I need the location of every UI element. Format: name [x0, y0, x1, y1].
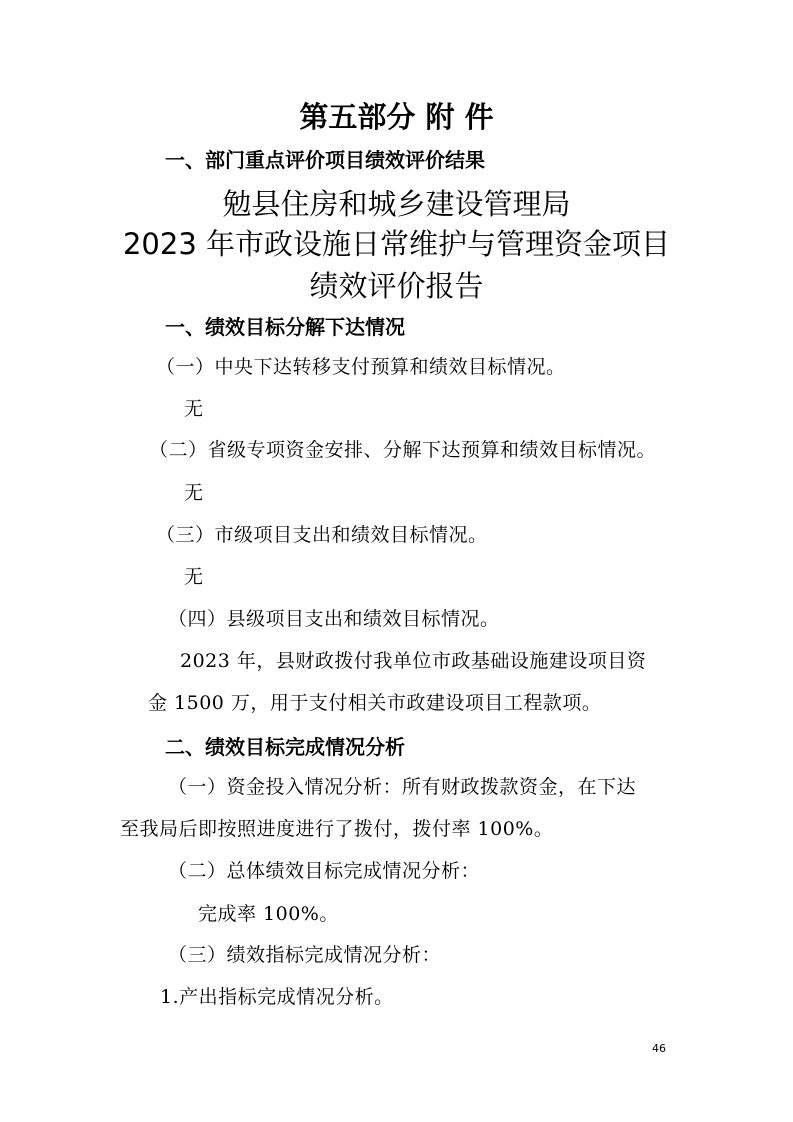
report-title-line-2: 2023 年市政设施日常维护与管理资金项目: [122, 227, 671, 261]
heading-goal-completion: 二、绩效目标完成情况分析: [165, 735, 405, 759]
item-fund-input-line-1: （一）资金投入情况分析：所有财政拨款资金，在下达: [168, 776, 637, 798]
item-central-transfer-value: 无: [184, 398, 204, 420]
item-provincial-funds: （二）省级专项资金安排、分解下达预算和绩效目标情况。: [149, 439, 657, 461]
report-title-line-1: 勉县住房和城乡建设管理局: [222, 187, 571, 221]
item-city-project: （三）市级项目支出和绩效目标情况。: [156, 524, 488, 546]
page-number: 46: [652, 1042, 666, 1055]
section-subtitle: 一、部门重点评价项目绩效评价结果: [165, 148, 485, 172]
heading-goal-breakdown: 一、绩效目标分解下达情况: [165, 315, 405, 339]
report-title-line-3: 绩效评价报告: [309, 269, 484, 303]
item-fund-input-line-2: 至我局后即按照进度进行了拨付，拨付率 100%。: [120, 818, 554, 840]
item-indicator-completion: （三）绩效指标完成情况分析：: [168, 944, 442, 966]
item-city-project-value: 无: [184, 566, 204, 588]
county-project-text-line-1: 2023 年，县财政拨付我单位市政基础设施建设项目资: [180, 650, 647, 672]
item-output-indicator: 1.产出指标完成情况分析。: [160, 986, 394, 1008]
item-provincial-funds-value: 无: [184, 482, 204, 504]
item-overall-goal-value: 完成率 100%。: [198, 903, 339, 925]
item-overall-goal: （二）总体绩效目标完成情况分析：: [168, 860, 481, 882]
part-title: 第五部分 附 件: [299, 100, 494, 134]
item-county-project: （四）县级项目支出和绩效目标情况。: [168, 608, 500, 630]
county-project-text-line-2: 金 1500 万，用于支付相关市政建设项目工程款项。: [148, 692, 602, 714]
item-central-transfer: （一）中央下达转移支付预算和绩效目标情况。: [156, 356, 566, 378]
